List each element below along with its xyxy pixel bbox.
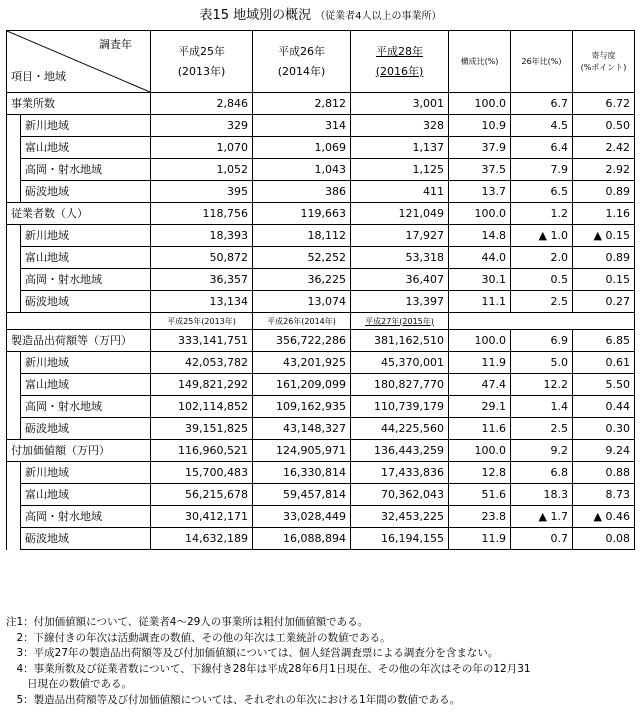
subheader-year: 平成27年(2015年) [351,313,449,330]
section-total-row [7,330,635,352]
table-cell: 0.15 [573,269,635,291]
table-cell: 50,872 [151,247,253,269]
region-name: 新川地域 [21,225,151,247]
table-cell: ▲ 1.0 [511,225,573,247]
table-cell: 33,028,449 [253,506,351,528]
table-cell: 37.9 [449,137,511,159]
table-cell: 121,049 [351,203,449,225]
section-title: 事業所数 [7,93,151,115]
header-corner [7,31,151,93]
table-cell: 39,151,825 [151,418,253,440]
table-row [7,352,635,374]
table-cell: 14.8 [449,225,511,247]
table-cell: 11.6 [449,418,511,440]
table-cell: 14,632,189 [151,528,253,550]
table-row [7,115,635,137]
table-cell: 100.0 [449,330,511,352]
header-year-2016: 平成28年 (2016年) [351,31,449,93]
table-cell: 32,453,225 [351,506,449,528]
section-total-row [7,440,635,462]
table-title [0,4,641,23]
table-cell: 6.8 [511,462,573,484]
header-region-label: 項目・地域 [11,70,66,83]
table-row [7,137,635,159]
table-cell: 6.4 [511,137,573,159]
table-cell: 1,070 [151,137,253,159]
indent-cell [7,269,21,291]
table-cell: 13,074 [253,291,351,313]
table-row [7,396,635,418]
table-cell: 100.0 [449,203,511,225]
section-total-row [7,93,635,115]
table-cell: 0.5 [511,269,573,291]
table-cell: 2.0 [511,247,573,269]
table-cell: 37.5 [449,159,511,181]
table-cell: 8.73 [573,484,635,506]
region-name: 砺波地域 [21,418,151,440]
table-cell: 119,663 [253,203,351,225]
region-name: 高岡・射水地域 [21,159,151,181]
header-ratio: 構成比(%) [449,31,511,93]
note-line: 2：下線付きの年次は活動調査の数値、その他の年次は工業統計の数値である。 [6,631,391,644]
indent-cell [7,137,21,159]
table-cell: 102,114,852 [151,396,253,418]
table-cell: 314 [253,115,351,137]
table-cell: 1,069 [253,137,351,159]
table-cell: 47.4 [449,374,511,396]
table-cell: 30,412,171 [151,506,253,528]
table-row [7,462,635,484]
table-cell: 356,722,286 [253,330,351,352]
table-cell: 13,134 [151,291,253,313]
table-cell: 0.89 [573,181,635,203]
table-row [7,418,635,440]
table-cell: 44.0 [449,247,511,269]
indent-cell [7,159,21,181]
region-table [6,30,635,550]
table-cell: 59,457,814 [253,484,351,506]
table-cell: 7.9 [511,159,573,181]
indent-cell [7,115,21,137]
table-cell: 109,162,935 [253,396,351,418]
table-cell: 2,846 [151,93,253,115]
note-line: 日現在の数値である。 [6,678,132,690]
note-line: 注1：付加価値額について、従業者4～29人の事業所は粗付加価値額である。 [6,616,369,628]
table-cell: 53,318 [351,247,449,269]
table-row [7,269,635,291]
table-cell: 23.8 [449,506,511,528]
region-name: 高岡・射水地域 [21,269,151,291]
table-cell: 124,905,971 [253,440,351,462]
table-cell: 6.9 [511,330,573,352]
region-name: 砺波地域 [21,181,151,203]
table-row [7,374,635,396]
table-cell: 70,362,043 [351,484,449,506]
table-cell: 5.50 [573,374,635,396]
table-cell: 52,252 [253,247,351,269]
header-item-label: 調査年 [99,38,132,51]
table-cell: 1.2 [511,203,573,225]
table-cell: 2.42 [573,137,635,159]
subheader-year: 平成26年(2014年) [253,313,351,330]
indent-cell [7,484,21,506]
table-cell: 6.72 [573,93,635,115]
table-cell: 36,407 [351,269,449,291]
table-cell: 0.27 [573,291,635,313]
table-cell: 1.16 [573,203,635,225]
table-cell: ▲ 0.15 [573,225,635,247]
table-cell: 12.2 [511,374,573,396]
table-cell: 42,053,782 [151,352,253,374]
region-name: 新川地域 [21,462,151,484]
table-cell: 18.3 [511,484,573,506]
table-cell: 36,357 [151,269,253,291]
table-cell: 51.6 [449,484,511,506]
table-cell: 118,756 [151,203,253,225]
table-row [7,506,635,528]
table-cell: 2.92 [573,159,635,181]
table-cell: 1,137 [351,137,449,159]
indent-cell [7,462,21,484]
indent-cell [7,247,21,269]
table-cell: 2.5 [511,291,573,313]
table-cell: 1,125 [351,159,449,181]
table-cell: 100.0 [449,440,511,462]
indent-cell [7,506,21,528]
indent-cell [7,528,21,550]
section-title: 付加価値額（万円） [7,440,151,462]
table-cell: 1.4 [511,396,573,418]
table-cell: 1,052 [151,159,253,181]
table-cell: 0.7 [511,528,573,550]
table-cell: 18,393 [151,225,253,247]
table-cell: 29.1 [449,396,511,418]
indent-cell [7,374,21,396]
subheader-blank [449,313,635,330]
indent-cell [7,225,21,247]
table-cell: 0.88 [573,462,635,484]
table-cell: 329 [151,115,253,137]
table-row [7,291,635,313]
table-cell: 12.8 [449,462,511,484]
section-title: 従業者数（人） [7,203,151,225]
header-row [7,31,635,93]
table-cell: 18,112 [253,225,351,247]
region-name: 砺波地域 [21,528,151,550]
table-cell: 11.9 [449,528,511,550]
table-cell: 45,370,001 [351,352,449,374]
region-name: 高岡・射水地域 [21,396,151,418]
table-cell: 10.9 [449,115,511,137]
table-cell: 4.5 [511,115,573,137]
table-cell: 13,397 [351,291,449,313]
table-cell: 13.7 [449,181,511,203]
table-cell: 16,088,894 [253,528,351,550]
table-cell: 161,209,099 [253,374,351,396]
table-cell: 16,194,155 [351,528,449,550]
region-name: 富山地域 [21,484,151,506]
indent-cell [7,291,21,313]
table-cell: 44,225,560 [351,418,449,440]
table-cell: 2,812 [253,93,351,115]
table-cell: 17,433,836 [351,462,449,484]
header-contrib: 寄与度 (%ポイント) [573,31,635,93]
table-cell: 16,330,814 [253,462,351,484]
header-change: 26年比(%) [511,31,573,93]
section-title: 製造品出荷額等（万円） [7,330,151,352]
table-cell: 56,215,678 [151,484,253,506]
table-cell: 30.1 [449,269,511,291]
region-name: 富山地域 [21,374,151,396]
table-cell: 100.0 [449,93,511,115]
region-name: 新川地域 [21,115,151,137]
table-row [7,484,635,506]
table-cell: 149,821,292 [151,374,253,396]
region-name: 新川地域 [21,352,151,374]
note-line: 3：平成27年の製造品出荷額等及び付加価値額については、個人経営調査票による調査分を含まない。 [6,647,499,659]
table-cell: 333,141,751 [151,330,253,352]
table-cell: 15,700,483 [151,462,253,484]
table-row [7,247,635,269]
table-cell: 395 [151,181,253,203]
table-cell: 180,827,770 [351,374,449,396]
table-cell: 1,043 [253,159,351,181]
table-cell: 0.50 [573,115,635,137]
table-cell: ▲ 1.7 [511,506,573,528]
subheader-blank [7,313,151,330]
table-row [7,159,635,181]
table-cell: 110,739,179 [351,396,449,418]
section-total-row [7,203,635,225]
region-name: 富山地域 [21,137,151,159]
header-year-2013: 平成25年 (2013年) [151,31,253,93]
header-year-2014: 平成26年 (2014年) [253,31,351,93]
indent-cell [7,181,21,203]
title-main: 表15 地域別の概況 [199,8,312,23]
table-cell: 11.1 [449,291,511,313]
table-cell: 3,001 [351,93,449,115]
table-cell: 6.7 [511,93,573,115]
table-cell: 11.9 [449,352,511,374]
indent-cell [7,418,21,440]
table-cell: 0.61 [573,352,635,374]
table-cell: 0.44 [573,396,635,418]
title-sub: （従業者4人以上の事業所） [315,11,442,22]
table-cell: 0.89 [573,247,635,269]
table-cell: 386 [253,181,351,203]
table-cell: 0.30 [573,418,635,440]
table-cell: 6.85 [573,330,635,352]
table-cell: 136,443,259 [351,440,449,462]
table-cell: 116,960,521 [151,440,253,462]
table-cell: ▲ 0.46 [573,506,635,528]
table-row [7,181,635,203]
region-name: 高岡・射水地域 [21,506,151,528]
table-cell: 5.0 [511,352,573,374]
table-cell: 381,162,510 [351,330,449,352]
subheader-row [7,313,635,330]
region-name: 砺波地域 [21,291,151,313]
table-row [7,225,635,247]
table-cell: 411 [351,181,449,203]
table-cell: 43,148,327 [253,418,351,440]
indent-cell [7,352,21,374]
notes [6,615,636,708]
table-cell: 43,201,925 [253,352,351,374]
table-cell: 36,225 [253,269,351,291]
indent-cell [7,396,21,418]
table-cell: 17,927 [351,225,449,247]
region-name: 富山地域 [21,247,151,269]
table-cell: 9.24 [573,440,635,462]
note-line: 5：製造品出荷額等及び付加価値額については、それぞれの年次における1年間の数値である。 [6,693,461,706]
table-cell: 6.5 [511,181,573,203]
table-cell: 0.08 [573,528,635,550]
table-cell: 328 [351,115,449,137]
table-row [7,528,635,550]
table-cell: 9.2 [511,440,573,462]
note-line: 4：事業所数及び従業者数について、下線付き28年は平成28年6月1日現在、その他の年次はその年の12月31 [6,662,531,675]
subheader-year: 平成25年(2013年) [151,313,253,330]
table-cell: 2.5 [511,418,573,440]
